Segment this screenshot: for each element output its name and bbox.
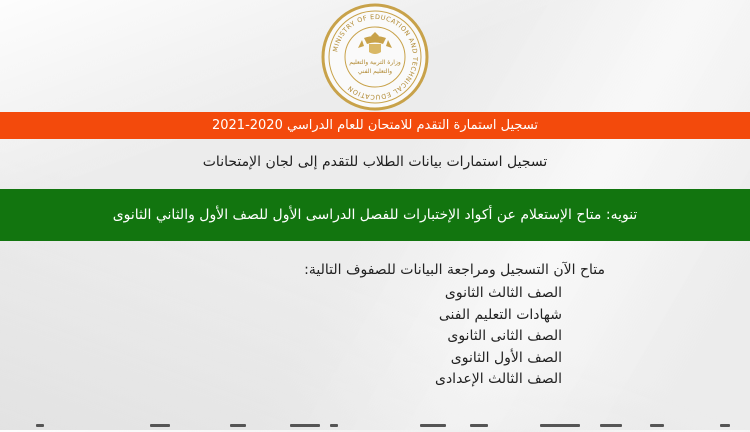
notice-banner-text: تنويه: متاح الإستعلام عن أكواد الإختبارات للفصل الدراسى الأول للصف الأول والثاني الثانوى — [112, 207, 638, 223]
grade-item: الصف الثالث الثانوى — [444, 285, 562, 301]
grade-item: الصف الثانى الثانوى — [447, 328, 562, 344]
available-grades-section — [150, 262, 605, 391]
grades-list — [150, 283, 605, 391]
grade-item: الصف الثالث الإعدادى — [434, 371, 562, 387]
cut-off-text-line — [0, 424, 750, 432]
ministry-logo — [320, 2, 430, 112]
notice-banner — [0, 189, 750, 241]
svg-text:والتعليم الفني: والتعليم الفني — [357, 68, 393, 75]
page-subtitle: تسجيل استمارات بيانات الطلاب للتقدم إلى لجان الإمتحانات — [202, 154, 548, 170]
ministry-seal-icon — [320, 2, 430, 112]
svg-text:MINISTRY OF EDUCATION AND TECH: MINISTRY OF EDUCATION AND TECHNICAL EDUCATION — [331, 12, 420, 102]
exam-registration-banner — [0, 112, 750, 139]
svg-text:وزارة التربية والتعليم: وزارة التربية والتعليم — [349, 59, 401, 66]
grade-item: شهادات التعليم الفنى — [438, 306, 562, 323]
available-grades-intro: متاح الآن التسجيل ومراجعة البيانات للصفوف التالية: — [304, 262, 605, 278]
banner-title: تسجيل استمارة التقدم للامتحان للعام الدراسي 2020-2021 — [211, 118, 539, 133]
grade-item: الصف الأول الثانوى — [450, 349, 562, 366]
